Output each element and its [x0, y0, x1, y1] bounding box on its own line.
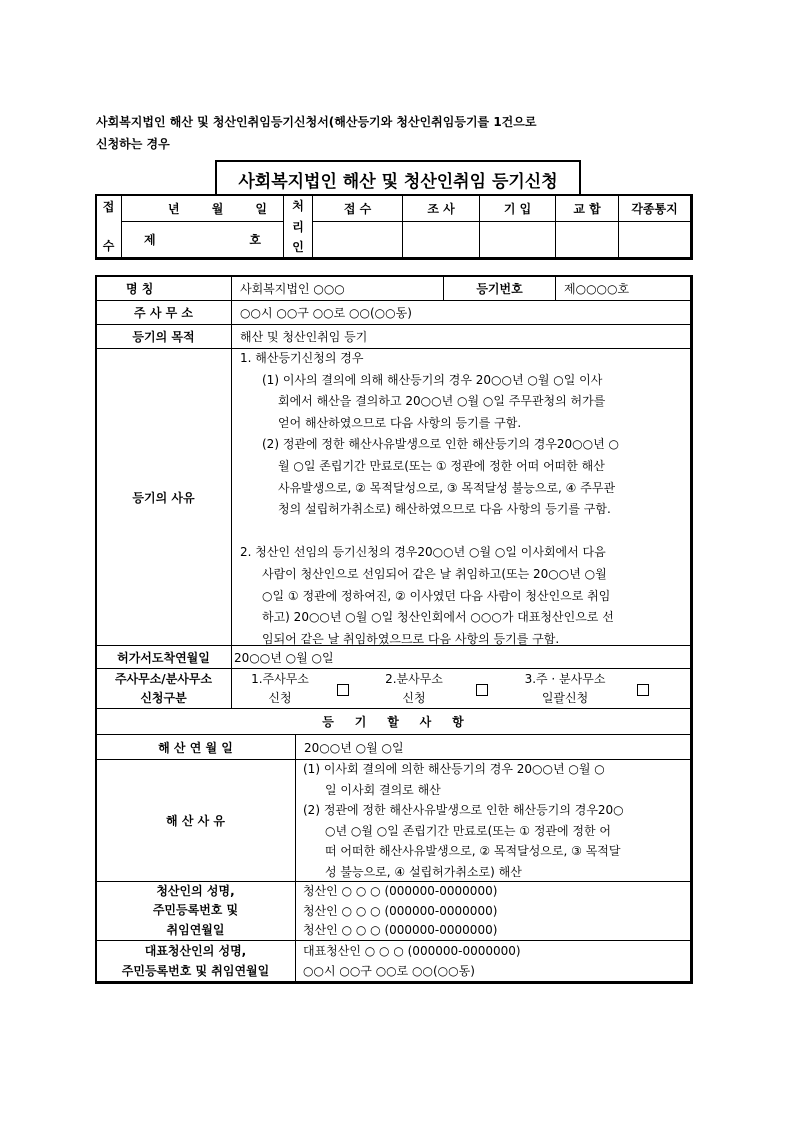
form-title: 사회복지법인 해산 및 청산인취임 등기신청 — [215, 160, 581, 196]
collation-cell[interactable] — [555, 221, 619, 258]
text-line: 일 이사회 결의로 해산 — [325, 782, 441, 797]
label-line: 주민등록번호 및 — [152, 903, 239, 918]
header-receipt: 접 수 — [312, 194, 403, 222]
header-collation: 교 합 — [555, 194, 619, 222]
text-line: 사유발생으로, ② 목적달성으로, ③ 목적달성 불능으로, ④ 주무관 — [278, 480, 616, 495]
entry-cell[interactable] — [479, 221, 556, 258]
checkbox-both-offices[interactable] — [637, 684, 649, 696]
option-text: 2.분사무소 — [385, 672, 443, 686]
liquidator-label — [95, 881, 296, 941]
label-line: 청산인의 성명, — [156, 883, 235, 898]
permit-value[interactable]: 20○○년 ○월 ○일 — [231, 645, 691, 669]
rep-line: ○○시 ○○구 ○○로 ○○(○○동) — [303, 964, 475, 978]
option-text: 신청 — [268, 691, 292, 705]
char: 처 — [292, 199, 304, 213]
reason-text — [240, 348, 619, 650]
text-line: ○년 ○월 ○일 존립기간 만료로(또는 ① 정관에 정한 어 — [325, 823, 612, 838]
text-line: 회에서 해산을 결의하고 20○○년 ○월 ○일 주무관청의 허가를 — [278, 394, 606, 409]
text-line: 월 ○일 존립기간 만료로(또는 ① 정관에 정한 어떠 어떠한 해산 — [278, 458, 605, 473]
char: 인 — [292, 240, 304, 254]
checkbox-main-office[interactable] — [337, 684, 349, 696]
type-option-1 — [240, 670, 320, 708]
caption-line2: 신청하는 경우 — [96, 137, 170, 151]
rep-line: 대표청산인 ○ ○ ○ (000000-0000000) — [303, 944, 521, 958]
purpose-value[interactable]: 해산 및 청산인취임 등기 — [231, 324, 691, 349]
text-line: 2. 청산인 선임의 등기신청의 경우20○○년 ○월 ○일 이사회에서 다음 — [240, 545, 606, 560]
char: 리 — [292, 219, 304, 234]
caption-line1: 사회복지법인 해산 및 청산인취임등기신청서(해산등기와 청산인취임등기를 1건으로 — [96, 115, 537, 129]
number-suffix: 호 — [249, 233, 261, 247]
type-option-2 — [374, 670, 454, 708]
text-line: 1. 해산등기신청의 경우 — [240, 351, 364, 365]
office-label: 주 사 무 소 — [95, 300, 232, 325]
year-label: 년 — [168, 201, 180, 216]
receipt-label: 접 — [102, 200, 115, 214]
survey-cell[interactable] — [402, 221, 480, 258]
text-line: 얻어 해산하였으므로 다음 사항의 등기를 구함. — [278, 415, 522, 430]
regno-value[interactable]: 제○○○○호 — [555, 275, 691, 301]
name-value[interactable]: 사회복지법인 ○○○ — [231, 275, 444, 301]
checkbox-branch-office[interactable] — [476, 684, 488, 696]
dissolve-date-label: 해 산 연 월 일 — [95, 734, 296, 760]
items-header: 등 기 할 사 항 — [95, 708, 691, 735]
number-prefix: 제 — [144, 233, 156, 247]
month-label: 월 — [211, 201, 224, 216]
dissolve-date-value[interactable]: 20○○년 ○월 ○일 — [295, 734, 691, 760]
regno-label: 등기번호 — [443, 275, 556, 301]
receipt-label: 수 — [102, 239, 115, 253]
rep-text — [303, 941, 521, 981]
processor-label — [283, 194, 313, 258]
option-text: 신청 — [402, 691, 426, 705]
day-label: 일 — [255, 201, 267, 216]
option-text: 3.주 · 분사무소 — [524, 672, 606, 686]
text-line: 사람이 청산인으로 선임되어 같은 날 취임하고(또는 20○○년 ○월 — [262, 566, 607, 581]
label-line: 취임연월일 — [166, 922, 225, 937]
header-notice: 각종통지 — [618, 194, 691, 222]
liquidator-text — [303, 882, 497, 941]
office-value[interactable]: ○○시 ○○구 ○○로 ○○(○○동) — [231, 300, 691, 325]
receipt-cell[interactable] — [312, 221, 403, 258]
name-label: 명 칭 — [95, 275, 232, 301]
header-survey: 조 사 — [402, 194, 480, 222]
label-line: 주사무소/분사무소 — [114, 671, 213, 686]
text-line: (1) 이사의 결의에 의해 해산등기의 경우 20○○년 ○월 ○일 이사 — [262, 372, 603, 387]
option-text: 1.주사무소 — [251, 672, 309, 686]
text-line: (1) 이사회 결의에 의한 해산등기의 경우 20○○년 ○월 ○ — [303, 762, 605, 776]
notice-cell[interactable] — [618, 221, 691, 258]
number-cell[interactable] — [121, 221, 284, 258]
label-line: 신청구분 — [140, 690, 187, 705]
text-line: 성 불능으로, ④ 설립허가취소로) 해산 — [325, 864, 522, 879]
liquidator-line: 청산인 ○ ○ ○ (000000-0000000) — [303, 884, 498, 898]
date-cell[interactable] — [121, 194, 284, 222]
option-text: 일괄신청 — [541, 691, 589, 705]
text-line: 떠 어떠한 해산사유발생으로, ② 목적달성으로, ③ 목적달 — [325, 844, 621, 858]
purpose-label: 등기의 목적 — [95, 324, 232, 349]
text-line: 하고) 20○○년 ○월 ○일 청산인회에서 ○○○가 대표청산인으로 선 — [262, 610, 614, 625]
text-line: (2) 정관에 정한 해산사유발생으로 인한 해산등기의 경우20○○년 ○ — [262, 437, 619, 452]
reason-label: 등기의 사유 — [95, 348, 232, 646]
text-line: 임되어 같은 날 취임하였으므로 다음 사항의 등기를 구함. — [262, 631, 560, 646]
text-line: ○일 ① 정관에 정하여진, ② 이사였던 다음 사람이 청산인으로 취임 — [262, 588, 611, 603]
text-line — [240, 521, 619, 543]
label-line: 대표청산인의 성명, — [144, 944, 247, 958]
dissolve-reason-label: 해 산 사 유 — [95, 759, 296, 882]
text-line: 청의 설립허가취소로) 해산하였으므로 다음 사항의 등기를 구함. — [278, 502, 611, 517]
type-label — [95, 668, 232, 709]
dissolve-reason-text — [303, 759, 624, 882]
permit-label: 허가서도착연월일 — [95, 645, 232, 669]
header-entry: 기 입 — [479, 194, 556, 222]
liquidator-line: 청산인 ○ ○ ○ (000000-0000000) — [303, 923, 498, 937]
label-line: 주민등록번호 및 취임연월일 — [121, 964, 270, 978]
text-line: (2) 정관에 정한 해산사유발생으로 인한 해산등기의 경우20○ — [303, 803, 624, 817]
rep-label — [95, 940, 296, 982]
type-option-3 — [510, 670, 620, 708]
liquidator-line: 청산인 ○ ○ ○ (000000-0000000) — [303, 903, 498, 918]
